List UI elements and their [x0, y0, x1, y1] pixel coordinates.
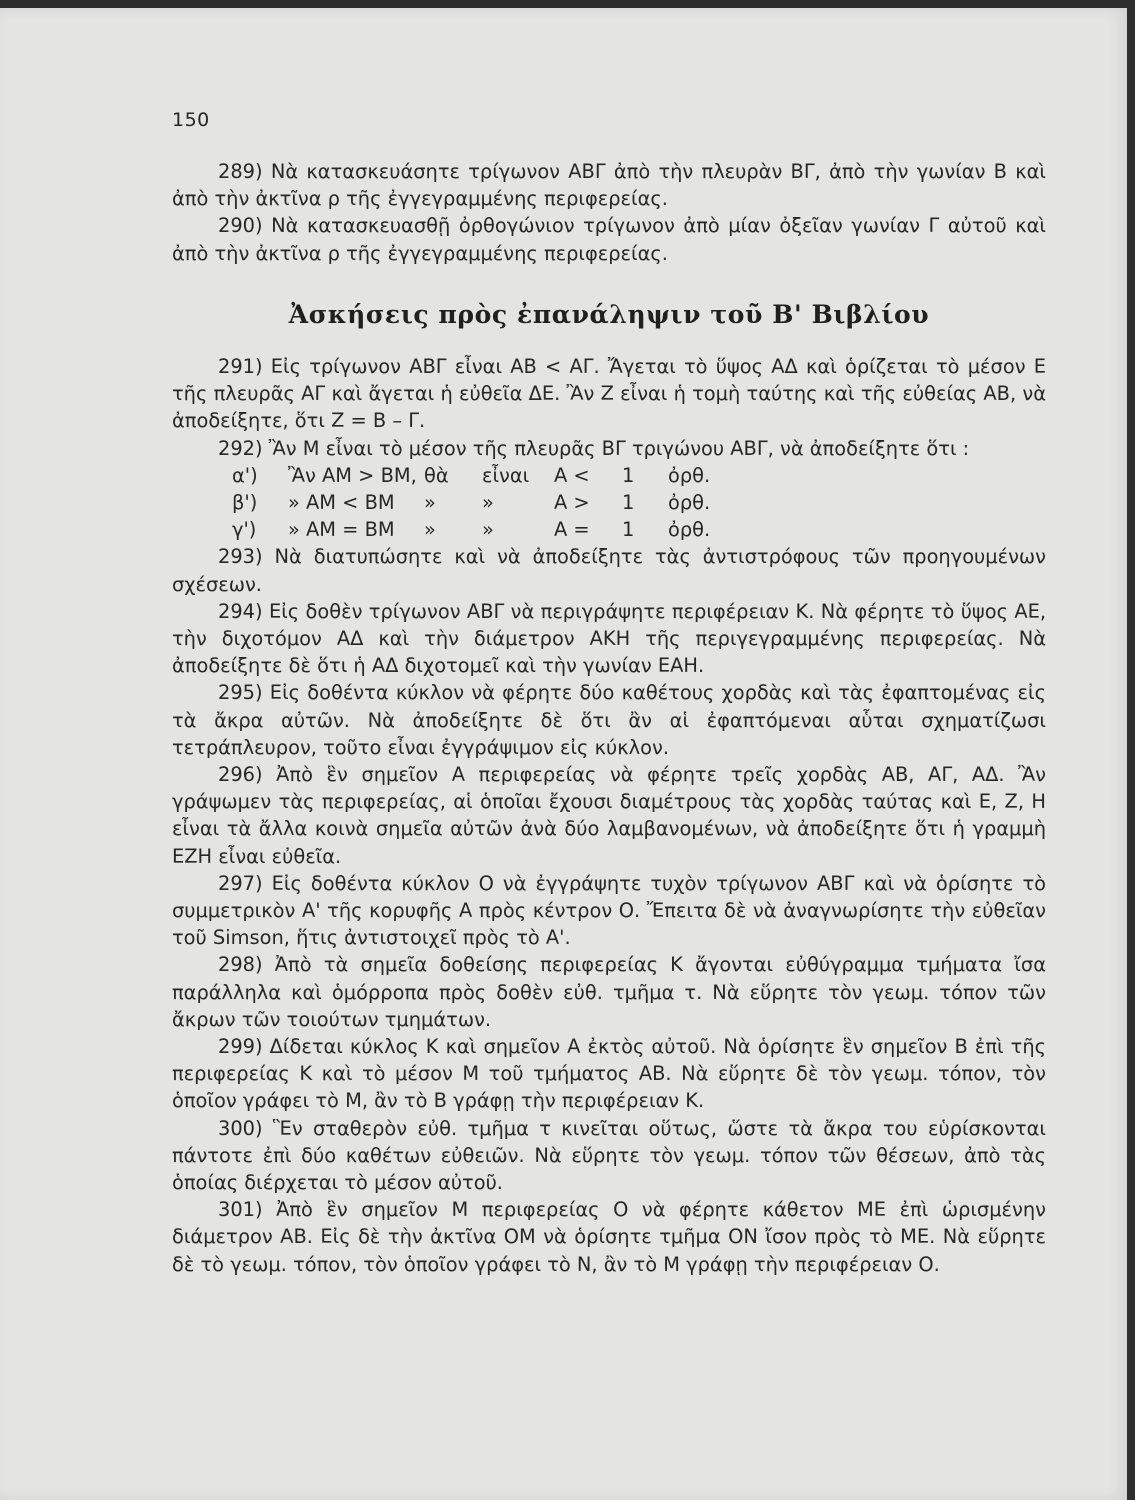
exercise-300: 300) Ἓν σταθερὸν εὐθ. τμῆμα τ κινεῖται οὕτως, ὥστε τὰ ἄκρα του εὑρίσκονται πάντοτε ἐπὶ δύο καθέτων εὐθειῶν. Νὰ εὕρητε τὸν γεωμ. τόπον τῶν θέσεων, ἀπὸ τὰς ὁποίας διέρχεται τὸ μέσον αὐτοῦ. [172, 1116, 1046, 1195]
exercise-297: 297) Εἰς δοθέντα κύκλον Ο νὰ ἐγγράψητε τυχὸν τρίγωνον ΑΒΓ καὶ νὰ ὁρίσητε τὸ συμμετρικὸν Α' τῆς κορυφῆς Α πρὸς κέντρον Ο. Ἔπειτα δὲ νὰ ἀναγνωρίσητε τὴν εὐθεῖαν τοῦ Simson, ἥτις ἀντιστοιχεῖ πρὸς τὸ Α'. [172, 871, 1046, 950]
case-label: γ') [232, 518, 257, 542]
page-number: 150 [172, 109, 210, 131]
case-word: εἶναι [482, 463, 530, 487]
section-heading: Ἀσκήσεις πρὸς ἐπανάληψιν τοῦ Β' Βιβλίου [288, 299, 930, 329]
case-unit: ὀρθ. [668, 463, 711, 487]
exercise-291: 291) Εἰς τρίγωνον ΑΒΓ εἶναι ΑΒ < ΑΓ. Ἄγεται τὸ ὕψος ΑΔ καὶ ὁρίζεται τὸ μέσον Ε τῆς πλευρᾶς ΑΓ καὶ ἄγεται ἡ εὐθεῖα ΔΕ. Ἂν Ζ εἶναι ἡ τομὴ ταύτης καὶ τῆς εὐθείας ΑΒ, νὰ ἀποδείξητε, ὅτι Ζ = Β – Γ. [172, 355, 1046, 433]
case-angle: Α > [554, 491, 590, 515]
case-word: » [424, 518, 436, 542]
exercise-301: 301) Ἀπὸ ἓν σημεῖον Μ περιφερείας Ο νὰ φέρητε κάθετον ΜΕ ἐπὶ ὡρισμένην διάμετρον ΑΒ. Εἰς δὲ τὴν ἀκτῖνα ΟΜ νὰ ὁρίσητε τμῆμα ΟΝ ἴσον πρὸς τὸ ΜΕ. Νὰ εὕρητε δὲ τὸ γεωμ. τόπον, τὸν ὁποῖον γράφει τὸ Ν, ἂν τὸ Μ γράφῃ τὴν περιφέρειαν Ο. [172, 1198, 1046, 1276]
exercise-292: 292) Ἂν Μ εἶναι τὸ μέσον τῆς πλευρᾶς ΒΓ τριγώνου ΑΒΓ, νὰ ἀποδείξητε ὅτι : [218, 436, 970, 460]
case-angle: Α < [554, 463, 590, 487]
case-condition: Ἂν ΑΜ > ΒΜ, [288, 463, 417, 487]
case-label: α') [232, 463, 258, 487]
case-value: 1 [622, 491, 635, 515]
case-value: 1 [622, 518, 635, 542]
case-condition: » ΑΜ < ΒΜ [288, 491, 395, 515]
case-label: β') [232, 491, 258, 515]
exercise-294: 294) Εἰς δοθὲν τρίγωνον ΑΒΓ νὰ περιγράψητε περιφέρειαν Κ. Νὰ φέρητε τὸ ὕψος ΑΕ, τὴν διχοτόμον ΑΔ καὶ τὴν διάμετρον ΑΚΗ τῆς περιγεγραμμένης περιφερείας. Νὰ ἀποδείξητε δὲ ὅτι ἡ ΑΔ διχοτομεῖ καὶ τὴν γωνίαν ΕΑΗ. [172, 599, 1046, 678]
case-row [232, 462, 1046, 489]
exercise-293: 293) Νὰ διατυπώσητε καὶ νὰ ἀποδείξητε τὰς ἀντιστρόφους τῶν προηγουμένων σχέσεων. [172, 545, 1046, 596]
exercise-295: 295) Εἰς δοθέντα κύκλον νὰ φέρητε δύο καθέτους χορδὰς καὶ τὰς ἐφαπτομένας εἰς τὰ ἄκρα αὐτῶν. Νὰ ἀποδείξητε δὲ ὅτι ἂν αἱ ἐφαπτόμεναι αὗται σχηματίζωσι τετράπλευρον, τοῦτο εἶναι ἐγγράψιμον εἰς κύκλον. [172, 681, 1046, 759]
book-page [0, 8, 1127, 1500]
case-value: 1 [622, 463, 635, 487]
case-condition: » ΑΜ = ΒΜ [288, 518, 395, 542]
exercise-292-cases [172, 462, 1046, 544]
exercise-289: 289) Νὰ κατασκευάσητε τρίγωνον ΑΒΓ ἀπὸ τὴν πλευρὰν ΒΓ, ἀπὸ τὴν γωνίαν Β καὶ ἀπὸ τὴν ἀκτῖνα ρ τῆς ἐγγεγραμμένης περιφερείας. [172, 160, 1046, 211]
exercise-298: 298) Ἀπὸ τὰ σημεῖα δοθείσης περιφερείας Κ ἄγονται εὐθύγραμμα τμήματα ἴσα παράλληλα καὶ ὁμόρροπα πρὸς δοθὲν εὐθ. τμῆμα τ. Νὰ εὕρητε τὸν γεωμ. τόπον τῶν ἄκρων τῶν τοιούτων τμημάτων. [172, 953, 1046, 1031]
case-word: θὰ [424, 463, 449, 487]
exercise-299: 299) Δίδεται κύκλος Κ καὶ σημεῖον Α ἐκτὸς αὐτοῦ. Νὰ ὁρίσητε ἓν σημεῖον Β ἐπὶ τῆς περιφερείας Κ καὶ τὸ μέσον Μ τοῦ τμήματος ΑΒ. Νὰ εὕρητε δὲ τὸν γεωμ. τόπον, τὸν ὁποῖον γράφει τὸ Μ, ἂν τὸ Β γράφῃ τὴν περιφέρειαν Κ. [172, 1035, 1046, 1113]
exercise-296: 296) Ἀπὸ ἓν σημεῖον Α περιφερείας νὰ φέρητε τρεῖς χορδὰς ΑΒ, ΑΓ, ΑΔ. Ἂν γράψωμεν τὰς περιφερείας, αἱ ὁποῖαι ἔχουσι διαμέτρους τὰς χορδὰς ταύτας καὶ Ε, Ζ, Η εἶναι τὰ ἄλλα κοινὰ σημεῖα αὐτῶν ἀνὰ δύο λαμβανομένων, νὰ ἀποδείξητε ὅτι ἡ γραμμὴ ΕΖΗ εἶναι εὐθεῖα. [172, 763, 1046, 868]
page-body [172, 158, 1046, 1278]
case-unit: ὀρθ. [668, 491, 711, 515]
case-word: » [424, 491, 436, 515]
case-row [232, 489, 1046, 516]
case-word: » [482, 518, 494, 542]
case-row [232, 516, 1046, 543]
case-word: » [482, 491, 494, 515]
case-angle: Α = [554, 518, 590, 542]
case-unit: ὀρθ. [668, 518, 711, 542]
exercise-290: 290) Νὰ κατασκευασθῇ ὀρθογώνιον τρίγωνον ἀπὸ μίαν ὀξεῖαν γωνίαν Γ αὐτοῦ καὶ ἀπὸ τὴν ἀκτῖνα ρ τῆς ἐγγεγραμμένης περιφερείας. [172, 214, 1046, 265]
